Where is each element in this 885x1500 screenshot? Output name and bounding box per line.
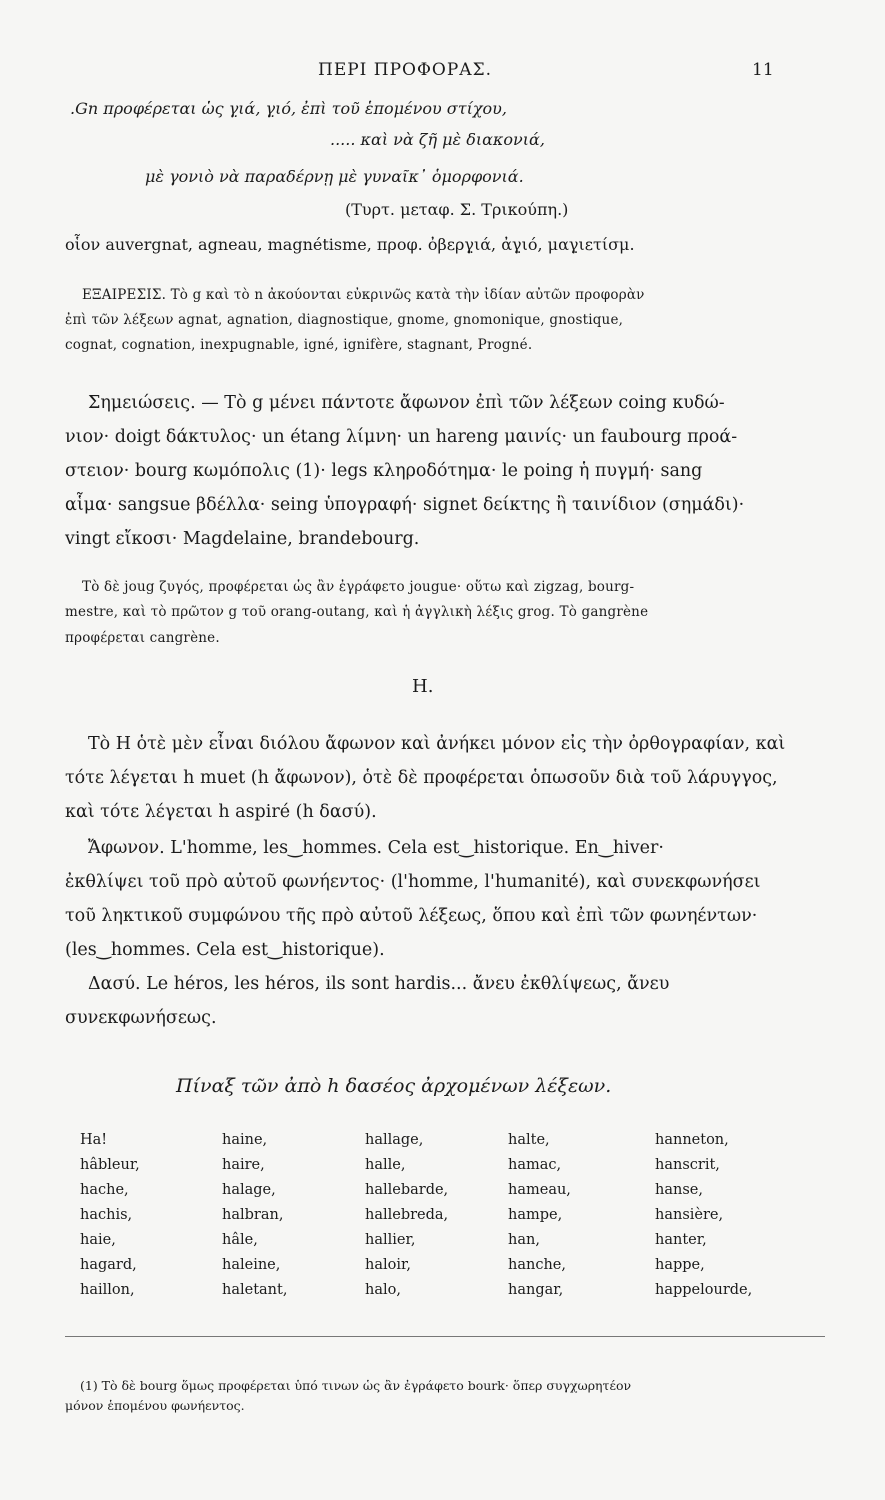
page-number: 11 bbox=[752, 60, 774, 80]
table-cell: hameau, bbox=[508, 1182, 571, 1198]
table-cell: hallebarde, bbox=[365, 1182, 449, 1198]
table-cell: haie, bbox=[80, 1232, 116, 1248]
table-cell: hangar, bbox=[508, 1282, 564, 1298]
table-cell: hanter, bbox=[655, 1232, 707, 1248]
intro-line: οἷον auvergnat, agneau, magnétisme, προφ. ὀβεργ̤ιά, ἀγ̤ιό, μαγ̤ιετίσμ. bbox=[65, 235, 635, 254]
exceptions-line: ΕΞΑΙΡΕΣΙΣ. Τὸ g καὶ τὸ n ἀκούονται εὐκρινῶς κατὰ τὴν ἰδίαν αὐτῶν προφορὰν bbox=[82, 287, 645, 303]
table-cell: haleine, bbox=[222, 1257, 281, 1273]
table-cell: hache, bbox=[80, 1182, 129, 1198]
section-h-line: τότε λέγεται h muet (h ἄφωνον), ὁτὲ δὲ προφέρεται ὁπωσοῦν διὰ τοῦ λάρυγγος, bbox=[65, 768, 778, 788]
table-cell: han, bbox=[508, 1232, 540, 1248]
section-h-line: συνεκφωνήσεως. bbox=[65, 1008, 217, 1028]
table-cell: hanche, bbox=[508, 1257, 566, 1273]
section-h-line: Τὸ H ὁτὲ μὲν εἶναι διόλου ἄφωνον καὶ ἀνήκει μόνον εἰς τὴν ὀρθογραφίαν, καὶ bbox=[88, 734, 786, 754]
table-title: Πίναξ τῶν ἀπὸ h δασέος ἀρχομένων λέξεων. bbox=[176, 1075, 612, 1097]
page-title: ΠΕΡΙ ΠΡΟΦΟΡΑΣ. bbox=[318, 60, 493, 80]
exceptions-line: cognat, cognation, inexpugnable, igné, ignifère, stagnant, Progné. bbox=[65, 337, 533, 353]
table-cell: hâle, bbox=[222, 1232, 258, 1248]
table-cell: hanse, bbox=[655, 1182, 703, 1198]
table-cell: haletant, bbox=[222, 1282, 288, 1298]
table-cell: halo, bbox=[365, 1282, 401, 1298]
section-h-line: (les‿hommes. Cela est‿historique). bbox=[65, 940, 385, 960]
table-cell: happelourde, bbox=[655, 1282, 753, 1298]
joug-note-line: Τὸ δὲ joug ζυγός, προφέρεται ὡς ἂν ἐγράφετο jougue· οὕτω καὶ zigzag, bourg- bbox=[82, 579, 635, 595]
section-h-line: Ἄφωνον. L'homme, les‿hommes. Cela est‿historique. En‿hiver· bbox=[88, 838, 664, 858]
table-cell: hanneton, bbox=[655, 1132, 729, 1148]
intro-line: ..... καὶ νὰ ζῆ μὲ διακονιά, bbox=[330, 130, 545, 149]
section-h-line: τοῦ ληκτικοῦ συμφώνου τῆς πρὸ αὐτοῦ λέξεως, ὅπου καὶ ἐπὶ τῶν φωνηέντων· bbox=[65, 906, 758, 926]
table-cell: happe, bbox=[655, 1257, 705, 1273]
footnote-line: (1) Τὸ δὲ bourg ὅμως προφέρεται ὑπό τινων ὡς ἂν ἐγράφετο bourk· ὅπερ συγχωρητέον bbox=[80, 1378, 632, 1393]
table-cell: halle, bbox=[365, 1157, 406, 1173]
section-h-line: καὶ τότε λέγεται h aspiré (h δασύ). bbox=[65, 802, 377, 822]
table-cell: hanscrit, bbox=[655, 1157, 720, 1173]
table-cell: hamac, bbox=[508, 1157, 562, 1173]
section-heading: H. bbox=[412, 676, 434, 697]
intro-line: .Gn προφέρεται ὡς γ̤ιά, γ̤ιό, ἐπὶ τοῦ ἑπομένου στίχου, bbox=[70, 99, 507, 118]
joug-note-line: προφέρεται cangrène. bbox=[65, 630, 220, 646]
table-cell: hachis, bbox=[80, 1207, 133, 1223]
footnote-line: μόνον ἑπομένου φωνήεντος. bbox=[65, 1398, 245, 1413]
table-cell: halte, bbox=[508, 1132, 550, 1148]
table-cell: hallage, bbox=[365, 1132, 424, 1148]
table-cell: hampe, bbox=[508, 1207, 563, 1223]
intro-citation: (Τυρτ. μεταφ. Σ. Τρικούπη.) bbox=[345, 200, 569, 219]
table-cell: halbran, bbox=[222, 1207, 284, 1223]
table-cell: haine, bbox=[222, 1132, 268, 1148]
table-cell: Ha! bbox=[80, 1132, 108, 1148]
exceptions-line: ἐπὶ τῶν λέξεων agnat, agnation, diagnostique, gnome, gnomonique, gnostique, bbox=[65, 312, 624, 328]
section-h-line: ἐκθλίψει τοῦ πρὸ αὐτοῦ φωνήεντος· (l'homme, l'humanité), καὶ συνεκφωνήσει bbox=[65, 872, 761, 892]
remarks-line: Σημειώσεις. — Τὸ g μένει πάντοτε ἄφωνον ἐπὶ τῶν λέξεων coing κυδώ- bbox=[88, 393, 725, 413]
intro-line: μὲ γονιὸ νὰ παραδέρνῃ μὲ γυναῖκ᾽ ὁμορφονιά. bbox=[145, 167, 524, 186]
joug-note-line: mestre, καὶ τὸ πρῶτον g τοῦ orang-outang, καὶ ἡ ἀγγλικὴ λέξις grog. Τὸ gangrène bbox=[65, 604, 649, 620]
section-h-line: Δασύ. Le héros, les héros, ils sont hardis... ἄνευ ἐκθλίψεως, ἄνευ bbox=[88, 974, 670, 994]
table-cell: hallier, bbox=[365, 1232, 416, 1248]
table-cell: haloir, bbox=[365, 1257, 411, 1273]
table-cell: hansière, bbox=[655, 1207, 724, 1223]
table-cell: halage, bbox=[222, 1182, 276, 1198]
table-cell: hallebreda, bbox=[365, 1207, 449, 1223]
remarks-line: στειον· bourg κωμόπολις (1)· legs κληροδότημα· le poing ἡ πυγμή· sang bbox=[65, 461, 703, 481]
remarks-line: vingt εἴκοσι· Magdelaine, brandebourg. bbox=[65, 529, 420, 549]
table-cell: haire, bbox=[222, 1157, 265, 1173]
table-cell: hâbleur, bbox=[80, 1157, 140, 1173]
table-cell: haillon, bbox=[80, 1282, 135, 1298]
remarks-line: νιον· doigt δάκτυλος· un étang λίμνη· un hareng μαινίς· un faubourg προά- bbox=[65, 427, 738, 447]
remarks-line: αἷμα· sangsue βδέλλα· seing ὑπογραφή· signet δείκτης ἢ ταινίδιον (σημάδι)· bbox=[65, 495, 745, 515]
table-cell: hagard, bbox=[80, 1257, 137, 1273]
footnote-divider bbox=[65, 1336, 825, 1337]
